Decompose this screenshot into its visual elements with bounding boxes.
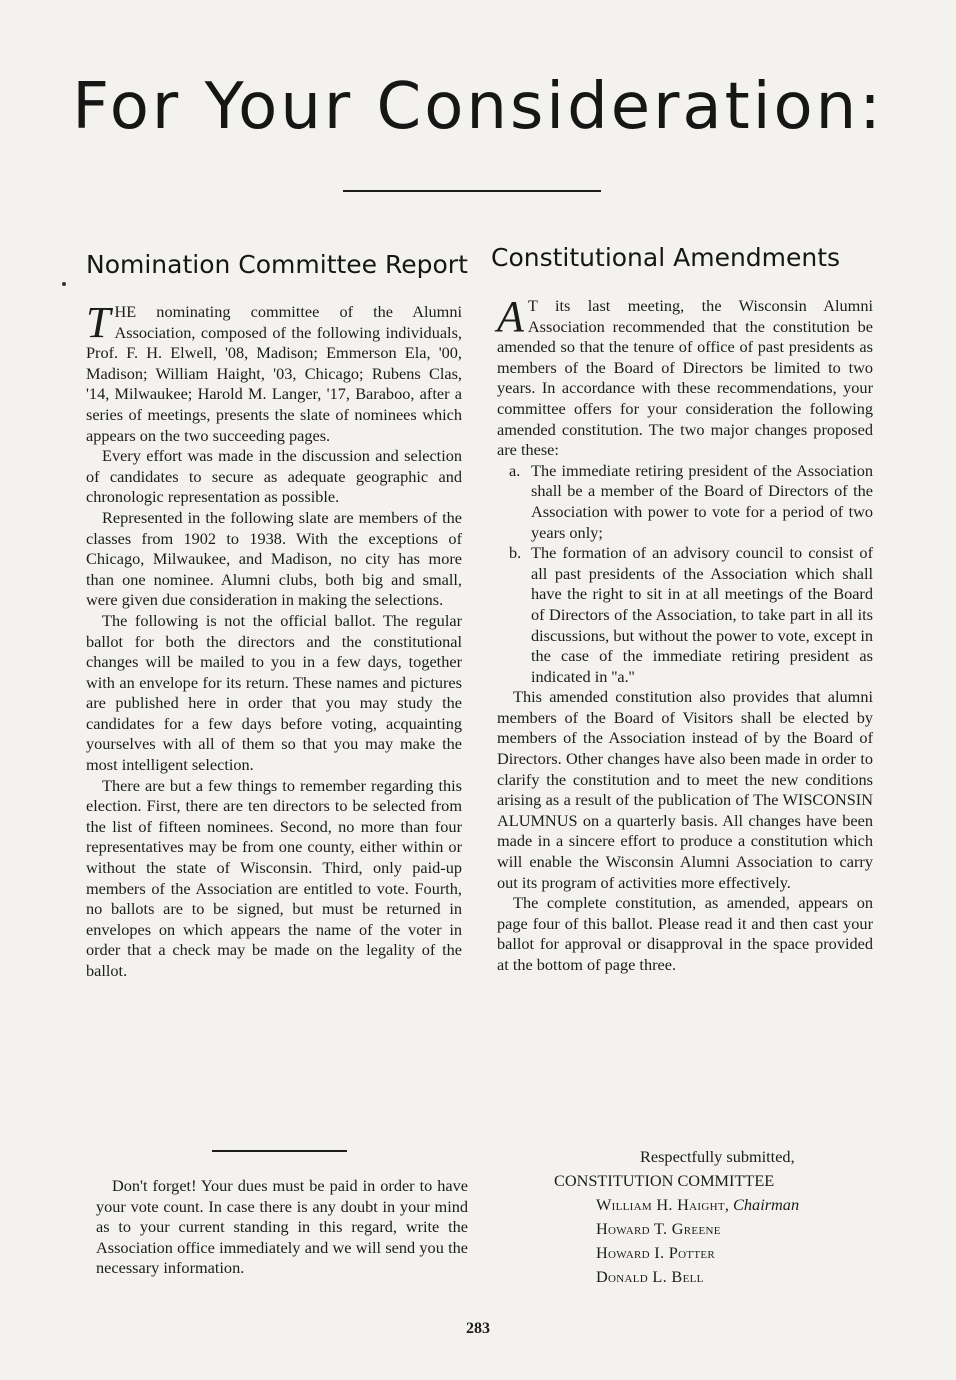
closing: Respectfully submitted,	[640, 1147, 795, 1166]
right-paragraph: The complete constitution, as amended, appears on page four of this ballot. Please read it and then cast your ballot for approval or disapproval in the space provided at the bottom of page three.	[497, 893, 873, 974]
left-paragraph: Every effort was made in the discussion and selection of candidates to secure as adequate geographic and chronologic representation as possible.	[86, 446, 462, 507]
left-column	[86, 298, 462, 982]
committee-name: CONSTITUTION COMMITTEE	[554, 1171, 775, 1190]
left-paragraph: There are but a few things to remember regarding this election. First, there are ten directors to be selected from the list of fifteen nominees. Second, no more than four representatives may be from one county, either within or without the state of Wisconsin. Third, only paid-up members of the Association are entitled to vote. Fourth, no ballots are to be signed, but must be returned in envelopes on which appears the name of the voter in order that a check may be made on the legality of the ballot.	[86, 775, 462, 980]
left-divider	[212, 1150, 347, 1152]
amendments-heading: Constitutional Amendments	[491, 243, 841, 272]
page-title: For Your Consideration:	[72, 70, 884, 144]
committee-member: Donald L. Bell	[596, 1267, 704, 1286]
amendment-item: a. The immediate retiring president of the Association shall be a member of the Board of Directors of the Association with power to vote for a period of two years only;	[509, 460, 873, 542]
right-intro: A T its last meeting, the Wisconsin Alumni Association recommended that the constitution be amended so that the tenure of office of past presidents as members of the Board of Directors be limited to two years. In accordance with these recommendations, your committee offers for your consideration the following amended constitution. The two major changes proposed are these:	[497, 292, 873, 460]
left-paragraph: The following is not the official ballot. The regular ballot for both the directors and the constitutional changes will be mailed to you in a few days, together with an envelope for its return. These names and pictures are published here in order that you may study the candidates for a few days before voting, acquainting yourselves with all of them so that you may make the most intelligent selection.	[86, 610, 462, 775]
committee-member: Howard T. Greene	[596, 1219, 721, 1238]
dues-reminder	[96, 1176, 468, 1279]
nomination-heading: Nomination Committee Report	[86, 250, 468, 279]
amendment-item: b. The formation of an advisory council to consist of all past presidents of the Association which shall have the right to sit in at all meetings of the Board of Directors of the Association, to take part in all its discussions, but without the power to vote, except in the case of the immediate retiring president as indicated in ''a.''	[509, 543, 873, 686]
right-paragraph: This amended constitution also provides that alumni members of the Board of Visitors shall be elected by members of the Association instead of by the Board of Directors. Other changes have also been made in order to clarify the constitution and to meet the new conditions arising as a result of the publication of The WISCONSIN ALUMNUS on a quarterly basis. All changes have been made in a sincere effort to produce a constitution which will enable the Wisconsin Alumni Association to carry out its program of activities more effectively.	[497, 687, 873, 892]
signature-block	[552, 1145, 882, 1289]
committee-member: Howard I. Potter	[596, 1243, 716, 1262]
margin-dot	[62, 282, 66, 286]
title-rule	[343, 190, 601, 192]
dropcap: A	[497, 292, 524, 341]
reminder-text: Don't forget! Your dues must be paid in order to have your vote count. In case there is any doubt in your mind as to your current standing in this regard, write the Association office immediately and we will send you the necessary information.	[96, 1176, 468, 1278]
dropcap: T	[86, 298, 111, 347]
committee-member: William H. Haight, Chairman	[596, 1195, 800, 1214]
page-number: 283	[466, 1320, 490, 1337]
amendment-list	[497, 461, 873, 688]
left-paragraph: Represented in the following slate are members of the classes from 1902 to 1938. With the exceptions of Chicago, Milwaukee, and Madison, no city has more than one nominee. Alumni clubs, both big and small, were given due consideration in making the selections.	[86, 507, 462, 610]
right-column	[497, 292, 873, 976]
left-paragraph: THE nominating committee of the Alumni Association, composed of the following individuals, Prof. F. H. Elwell, '08, Madison; Emmerson Ela, '00, Madison; William Haight, '03, Chicago; Rubens Clas, '14, Milwaukee; Harold M. Langer, '17, Baraboo, after a series of meetings, presents the slate of nominees which appears on the two succeeding pages.	[86, 298, 462, 445]
